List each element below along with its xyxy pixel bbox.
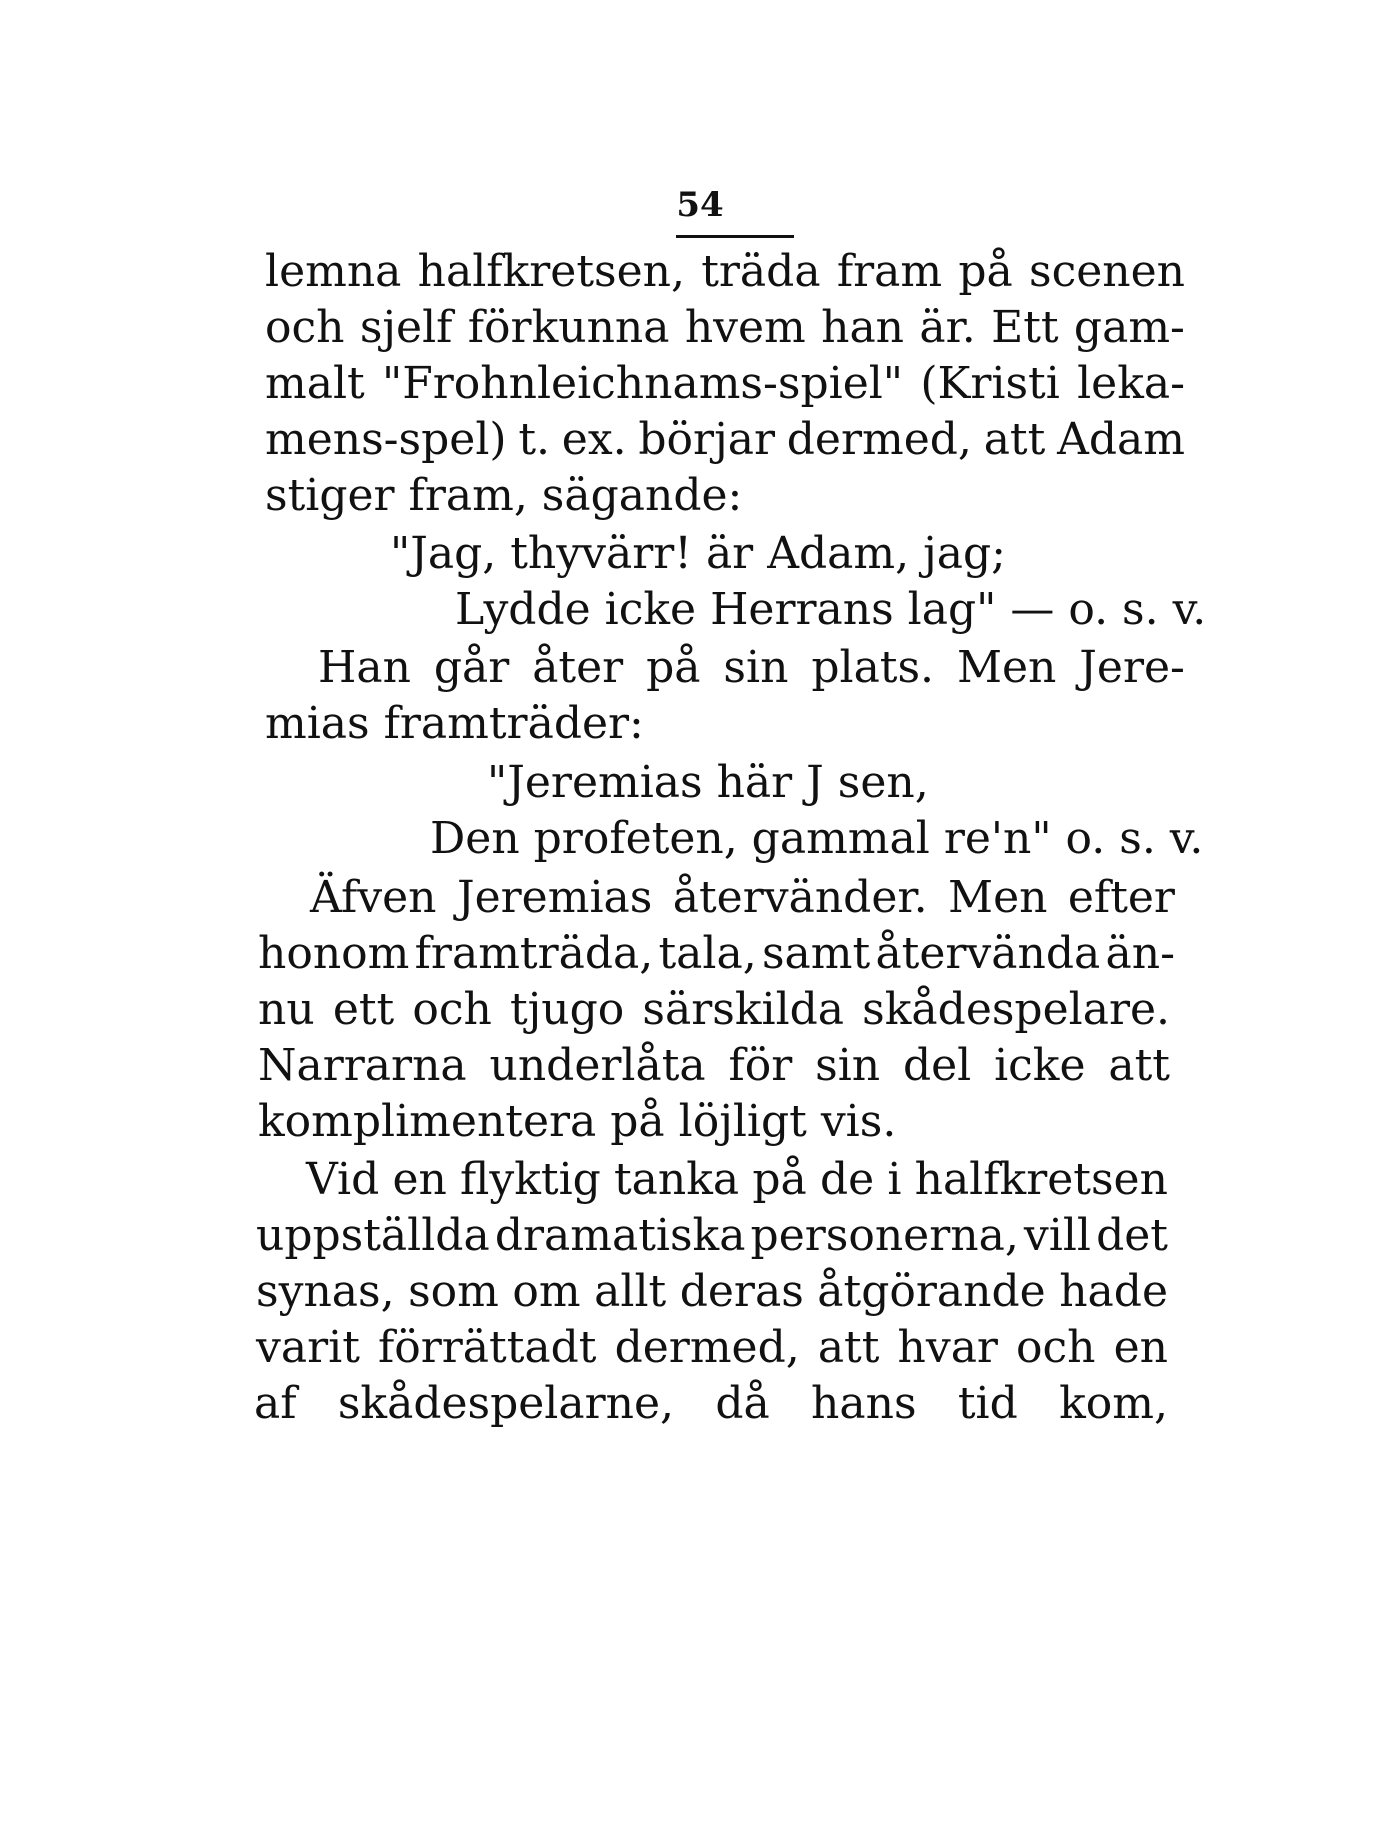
text-word: för — [728, 1040, 793, 1091]
text-word: flyktig — [460, 1154, 601, 1205]
text-line — [256, 1318, 1168, 1378]
text-word: malt — [265, 358, 365, 409]
text-word: ex. — [561, 414, 627, 465]
text-word: nu — [258, 984, 315, 1035]
text-line — [265, 298, 1185, 358]
text-word: åtgörande — [817, 1266, 1046, 1317]
text-word: hvar — [897, 1322, 998, 1373]
text-word: träda — [701, 246, 821, 297]
text-word: "Frohnleichnams-spiel" — [382, 358, 904, 409]
text-word: återvänder. — [672, 872, 928, 923]
text-word: Men — [948, 872, 1048, 923]
text-word: kom, — [1059, 1378, 1168, 1429]
text-word: på — [752, 1154, 807, 1205]
text-word: dermed, — [786, 414, 972, 465]
text-word: Men — [956, 642, 1057, 693]
text-word: scenen — [1029, 246, 1185, 297]
text-line — [254, 1374, 1168, 1434]
text-word: att — [983, 414, 1046, 465]
text-word: Jeremias — [456, 872, 653, 923]
text-word: han — [821, 302, 905, 353]
text-word: varit — [256, 1322, 360, 1373]
text-word: börjar — [638, 414, 775, 465]
text-line: stiger fram, sägande: — [265, 470, 743, 521]
text-word: Jere- — [1079, 642, 1185, 693]
text-word: Narrarna — [258, 1040, 467, 1091]
text-line — [258, 980, 1170, 1040]
text-word: förkunna — [467, 302, 670, 353]
text-word: uppställda — [256, 1210, 490, 1261]
text-word: hvem — [684, 302, 806, 353]
text-word: på — [958, 246, 1013, 297]
text-word: honom — [258, 928, 410, 979]
text-word: t. — [518, 414, 551, 465]
text-word: vill — [1023, 1210, 1091, 1261]
text-word: Äfven — [310, 872, 437, 923]
text-word: deras — [679, 1266, 804, 1317]
text-word: som — [408, 1266, 499, 1317]
text-word: förrättadt — [377, 1322, 597, 1373]
text-word: hans — [811, 1378, 917, 1429]
verse-line: Den profeten, gammal re'n" o. s. v. — [430, 813, 1204, 864]
text-word: af — [254, 1378, 297, 1429]
text-word: skådespelarne, — [337, 1378, 675, 1429]
text-line: komplimentera på löjligt vis. — [258, 1096, 897, 1147]
text-word: mens-spel) — [265, 414, 507, 465]
page-number-rule — [676, 235, 794, 238]
text-word: ett — [332, 984, 395, 1035]
text-line — [310, 868, 1175, 928]
verse-line: "Jag, thyvärr! är Adam, jag; — [390, 528, 1006, 579]
text-word: lemna — [265, 246, 402, 297]
text-word: halfkretsen — [914, 1154, 1168, 1205]
text-word: om — [512, 1266, 581, 1317]
text-word: synas, — [256, 1266, 395, 1317]
text-word: tanka — [614, 1154, 740, 1205]
text-word: sin — [723, 642, 789, 693]
text-word: personerna, — [750, 1210, 1019, 1261]
text-line — [265, 242, 1185, 302]
text-line — [258, 924, 1175, 984]
page-number: 54 — [676, 185, 724, 225]
text-word: att — [817, 1322, 880, 1373]
text-word: Vid — [306, 1154, 380, 1205]
text-word: dramatiska — [494, 1210, 746, 1261]
text-word: Ett — [991, 302, 1059, 353]
text-word: i — [887, 1154, 902, 1205]
text-word: tala, — [658, 928, 757, 979]
text-line — [256, 1206, 1168, 1266]
text-word: fram — [836, 246, 943, 297]
text-word: går — [433, 642, 510, 693]
text-word: samt — [761, 928, 871, 979]
text-word: efter — [1067, 872, 1175, 923]
text-word: är. — [919, 302, 976, 353]
text-word: skådespelare. — [862, 984, 1170, 1035]
text-line — [265, 354, 1185, 414]
text-word: del — [902, 1040, 972, 1091]
text-word: de — [819, 1154, 875, 1205]
text-word: en — [392, 1154, 447, 1205]
text-line — [256, 1262, 1168, 1322]
text-line — [265, 410, 1185, 470]
text-word: sjelf — [359, 302, 453, 353]
text-line — [306, 1150, 1168, 1210]
text-word: hade — [1059, 1266, 1168, 1317]
text-word: Han — [318, 642, 411, 693]
text-word: allt — [594, 1266, 667, 1317]
text-line: mias framträder: — [265, 698, 644, 749]
text-word: tjugo — [509, 984, 625, 1035]
text-word: dermed, — [614, 1322, 800, 1373]
verse-line: "Jeremias här J sen, — [487, 757, 929, 808]
text-word: särskilda — [642, 984, 845, 1035]
text-word: och — [1016, 1322, 1096, 1373]
text-word: återvända — [875, 928, 1101, 979]
text-word: åter — [532, 642, 624, 693]
text-word: att — [1108, 1040, 1170, 1091]
text-word: det — [1096, 1210, 1168, 1261]
verse-line: Lydde icke Herrans lag" — o. s. v. — [455, 584, 1207, 635]
text-word: än- — [1105, 928, 1175, 979]
text-word: plats. — [811, 642, 935, 693]
text-line — [318, 638, 1185, 698]
text-word: framträda, — [414, 928, 654, 979]
text-word: Adam — [1057, 414, 1185, 465]
text-word: på — [646, 642, 701, 693]
text-word: en — [1113, 1322, 1168, 1373]
text-word: gam- — [1073, 302, 1185, 353]
text-word: tid — [957, 1378, 1018, 1429]
text-word: och — [412, 984, 492, 1035]
text-word: underlåta — [489, 1040, 706, 1091]
text-word: sin — [815, 1040, 881, 1091]
text-word: leka- — [1077, 358, 1185, 409]
text-line — [258, 1036, 1170, 1096]
text-word: halfkretsen, — [417, 246, 685, 297]
text-word: icke — [994, 1040, 1086, 1091]
text-word: och — [265, 302, 345, 353]
text-word: då — [715, 1378, 770, 1429]
text-word: (Kristi — [920, 358, 1060, 409]
